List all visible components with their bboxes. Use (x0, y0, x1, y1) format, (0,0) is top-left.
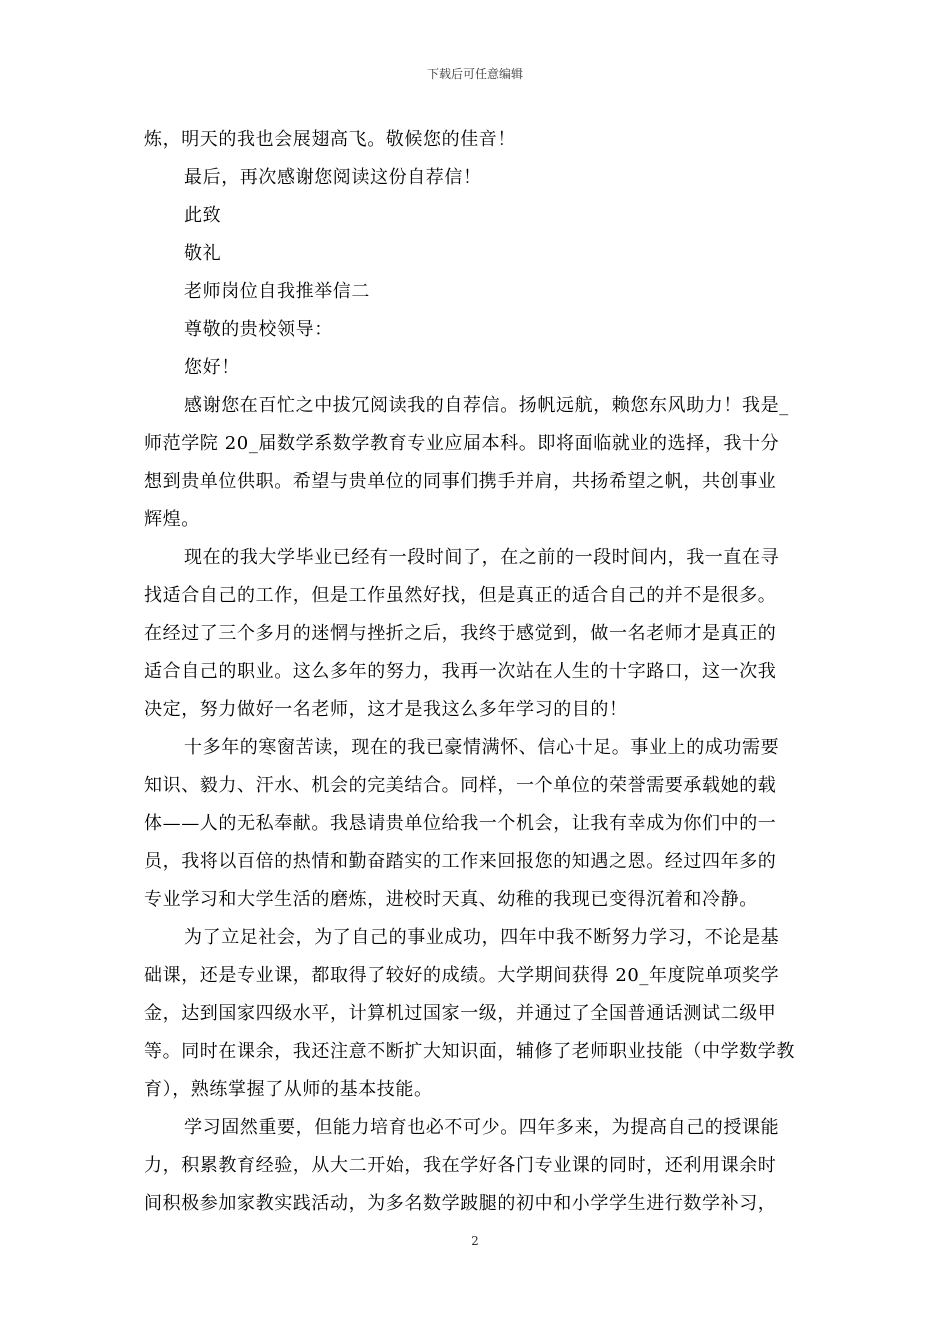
paragraph-line: 金，达到国家四级水平，计算机过国家一级，并通过了全国普通话测试二级甲 (144, 1003, 777, 1024)
paragraph-line: 决定，努力做好一名老师，这才是我这么多年学习的目的！ (144, 699, 628, 720)
document-body (144, 121, 808, 1223)
greeting-line: 尊敬的贵校领导： (184, 319, 333, 340)
salutation-line: 此致 (184, 205, 222, 226)
section-title: 老师岗位自我推举信二 (184, 281, 370, 302)
paragraph-line: 适合自己的职业。这么多年的努力，我再一次站在人生的十字路口，这一次我 (144, 661, 777, 682)
closing-thanks-line: 最后，再次感谢您阅读这份自荐信！ (184, 167, 482, 188)
paragraph-line: 现在的我大学毕业已经有一段时间了，在之前的一段时间内，我一直在寻 (184, 547, 780, 568)
paragraph-line: 育），熟练掌握了从师的基本技能。 (144, 1079, 433, 1100)
paragraph-line: 感谢您在百忙之中拔冗阅读我的自荐信。扬帆远航，赖您东风助力！我是_ (184, 395, 789, 416)
paragraph-line: 为了立足社会，为了自己的事业成功，四年中我不断努力学习，不论是基 (184, 927, 780, 948)
salutation-line: 敬礼 (184, 243, 222, 264)
paragraph-line: 在经过了三个多月的迷惘与挫折之后，我终于感觉到，做一名老师才是真正的 (144, 623, 777, 644)
paragraph-line: 想到贵单位供职。希望与贵单位的同事们携手并肩，共扬希望之帆，共创事业 (144, 471, 777, 492)
paragraph-line: 础课，还是专业课，都取得了较好的成绩。大学期间获得 20_年度院单项奖学 (144, 965, 780, 986)
paragraph-line: 辉煌。 (144, 509, 200, 530)
paragraph-line: 师范学院 20_届数学系数学教育专业应届本科。即将面临就业的选择，我十分 (144, 433, 780, 454)
page-header: 下载后可任意编辑 (426, 67, 523, 81)
paragraph-line: 体——人的无私奉献。我恳请贵单位给我一个机会，让我有幸成为你们中的一 (144, 813, 777, 834)
paragraph-line: 力，积累教育经验，从大二开始，我在学好各门专业课的同时，还利用课余时 (144, 1155, 777, 1176)
paragraph-line: 专业学习和大学生活的磨炼，进校时天真、幼稚的我现已变得沉着和冷静。 (144, 889, 758, 910)
paragraph-line: 学习固然重要，但能力培育也必不可少。四年多来，为提高自己的授课能 (184, 1117, 780, 1138)
paragraph-line: 间积极参加家教实践活动，为多名数学跛腿的初中和小学学生进行数学补习， (144, 1193, 777, 1214)
paragraph-line: 员，我将以百倍的热情和勤奋踏实的工作来回报您的知遇之恩。经过四年多的 (144, 851, 777, 872)
paragraph-line: 十多年的寒窗苦读，现在的我已豪情满怀、信心十足。事业上的成功需要 (184, 737, 780, 758)
text-line: 炼，明天的我也会展翅高飞。敬候您的佳音！ (144, 129, 516, 150)
paragraph-line: 等。同时在课余，我还注意不断扩大知识面，辅修了老师职业技能（中学数学教 (144, 1041, 795, 1062)
greeting-line: 您好！ (184, 357, 240, 378)
paragraph-line: 找适合自己的工作，但是工作虽然好找，但是真正的适合自己的并不是很多。 (144, 585, 777, 606)
page-number: 2 (471, 1234, 479, 1248)
paragraph-line: 知识、毅力、汗水、机会的完美结合。同样，一个单位的荣誉需要承载她的载 (144, 775, 777, 796)
